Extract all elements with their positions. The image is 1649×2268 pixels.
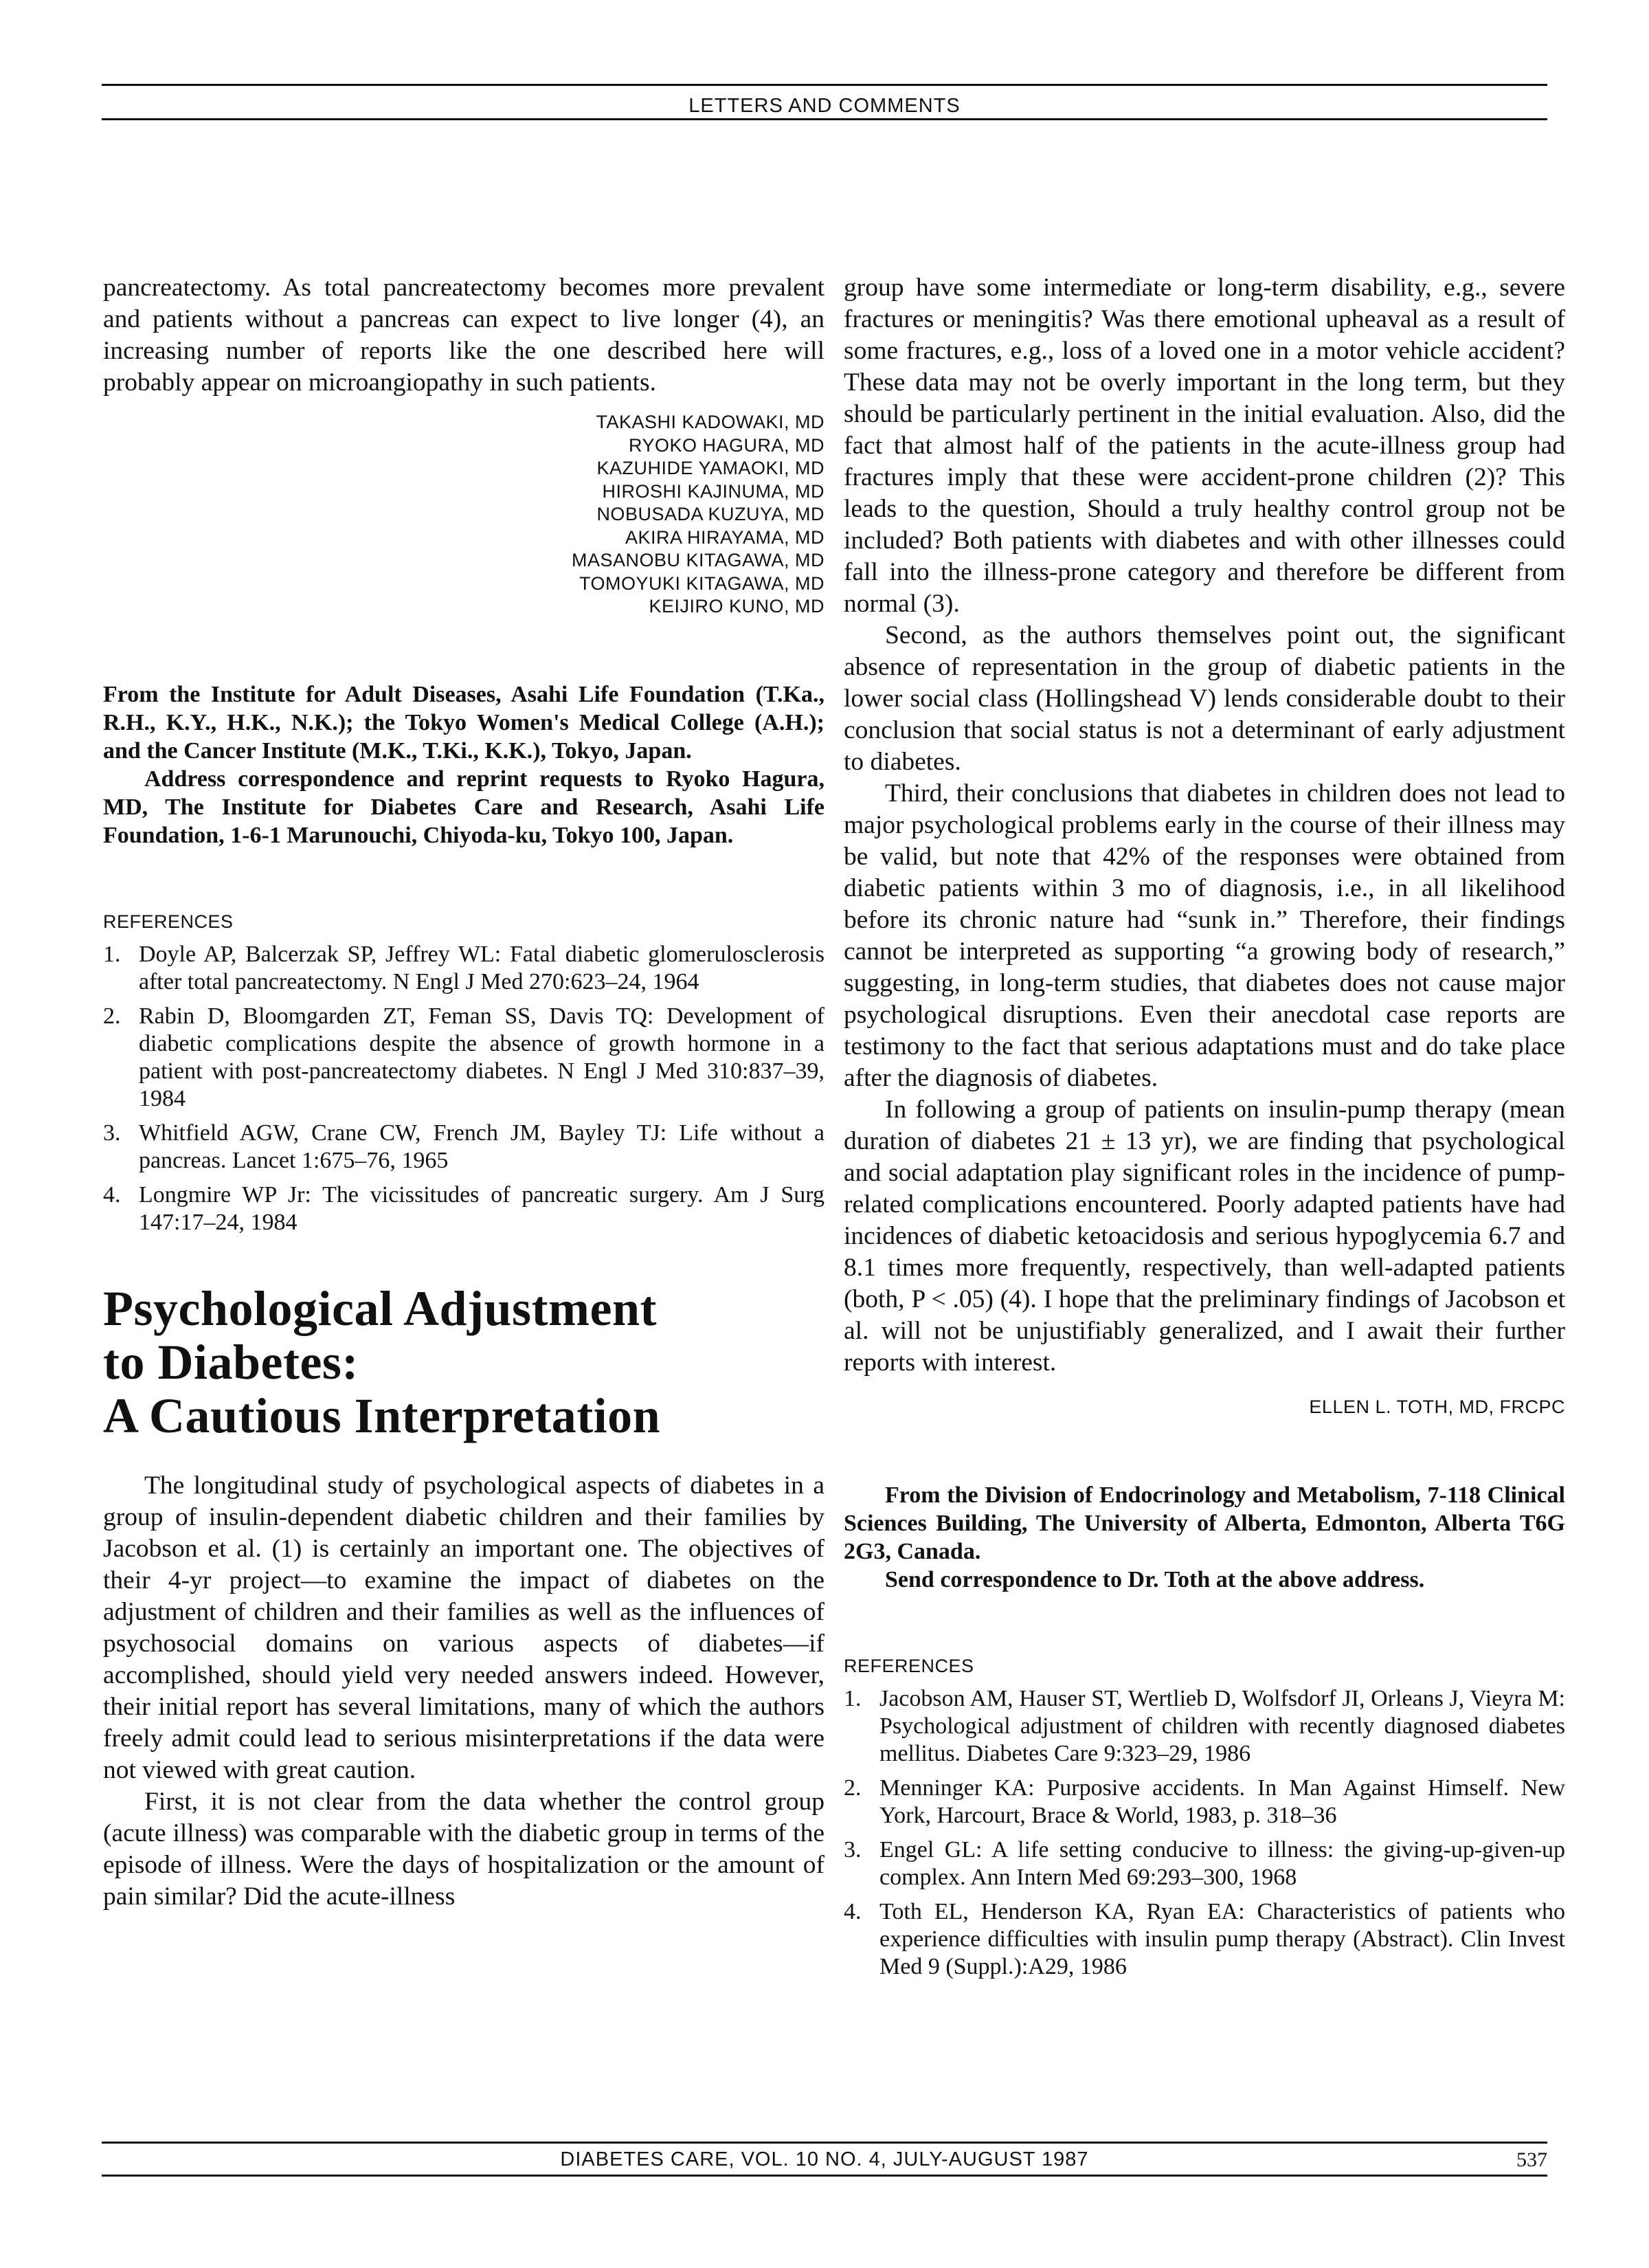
letter2-title — [103, 1282, 824, 1443]
reference-item: 4. Longmire WP Jr: The vicissitudes of pancreatic surgery. Am J Surg 147:17–24, 1984 — [103, 1181, 824, 1235]
letter1-affiliation: From the Institute for Adult Diseases, Asahi Life Foundation (T.Ka., R.H., K.Y., H.K., N.K.); the Tokyo Women's Medical College (A.H.); and the Cancer Institute (M.K., T.Ki., K.K.), Tokyo, Japan. — [103, 681, 824, 764]
letter1-references-list — [103, 941, 824, 1236]
title-line: to Diabetes: — [103, 1334, 359, 1390]
letter2-paragraph: The longitudinal study of psychological aspects of diabetes in a group of insulin-dependent diabetic children and their families by Jacobson et al. (1) is certainly an important one. The objectives of their 4-yr project—to examine the impact of diabetes on the adjustment of children and their families as well as the influences of psychosocial domains on various aspects of diabetes—if accomplished, should yield very needed answers indeed. However, their initial report has several limitations, many of which the authors freely admit could lead to serious misinterpretations if the data were not viewed with great caution. — [103, 1471, 824, 1784]
footer-bottom-rule — [102, 2175, 1547, 2177]
reference-item: 2. Menninger KA: Purposive accidents. In Man Against Himself. New York, Harcourt, Brace & World, 1983, p. 318–36 — [844, 1775, 1565, 1828]
reference-item: 1. Jacobson AM, Hauser ST, Wertlieb D, Wolfsdorf JI, Orleans J, Vieyra M: Psychological adjustment of children with recently diagnosed diabetes mellitus. Diabetes Care 9:323–29, 1986 — [844, 1686, 1565, 1766]
author-name: MASANOBU KITAGAWA, MD — [571, 550, 824, 570]
title-line: A Cautious Interpretation — [103, 1388, 661, 1443]
author-name: TAKASHI KADOWAKI, MD — [596, 412, 824, 432]
header-top-rule — [102, 84, 1547, 86]
right-column — [844, 272, 1565, 1988]
letter2-references-heading: REFERENCES — [844, 1656, 974, 1676]
author-name: AKIRA HIRAYAMA, MD — [625, 526, 824, 548]
letter2-paragraph: group have some intermediate or long-term disability, e.g., severe fractures or meningitis? Was there emotional upheaval as a result of some fractures, e.g., loss of a loved one in a motor vehicle accident? These data may not be overly important in the long term, but they should be particularly pertinent in the initial evaluation. Also, did the fact that almost half of the patients in the acute-illness group had fractures imply that these were accident-prone children (2)? This leads to the question, Should a truly healthy control group not be included? Both patients with diabetes and with other illnesses could fall into the illness-prone category and therefore be different from normal (3). — [844, 274, 1565, 618]
letter1-correspondence: Address correspondence and reprint requests to Ryoko Hagura, MD, The Institute for Diabetes Care and Research, Asahi Life Foundation, 1-6-1 Marunouchi, Chiyoda-ku, Tokyo 100, Japan. — [103, 766, 824, 848]
reference-item: 3. Whitfield AGW, Crane CW, French JM, Bayley TJ: Life without a pancreas. Lancet 1:675–76, 1965 — [103, 1120, 824, 1173]
letter1-affiliation-block — [103, 680, 824, 849]
author-name: KAZUHIDE YAMAOKI, MD — [596, 458, 824, 478]
letter1-closing-paragraph: pancreatectomy. As total pancreatectomy becomes more prevalent and patients without a pancreas can expect to live longer (4), an increasing number of reports like the one described here will probably appear on microangiopathy in such patients. — [103, 274, 824, 397]
letter1-author-list — [103, 411, 824, 619]
letter2-paragraph: In following a group of patients on insulin-pump therapy (mean duration of diabetes 21 ± 13 yr), we are finding that psychological and social adaptation play significant roles in the incidence of pump-related complications encountered. Poorly adapted patients have had incidences of diabetic ketoacidosis and serious hypoglycemia 6.7 and 8.1 times more frequently, respectively, than well-adapted patients (both, P < .05) (4). I hope that the preliminary findings of Jacobson et al. will not be unjustifiably generalized, and I await their further reports with interest. — [844, 1096, 1565, 1377]
letter2-references-list — [844, 1685, 1565, 1981]
author-name: HIROSHI KAJINUMA, MD — [602, 480, 824, 502]
author-name: KEIJIRO KUNO, MD — [649, 596, 824, 616]
title-line: Psychological Adjustment — [103, 1280, 658, 1336]
running-head: LETTERS AND COMMENTS — [688, 95, 961, 117]
reference-item: 4. Toth EL, Henderson KA, Ryan EA: Characteristics of patients who experience difficulties with insulin pump therapy (Abstract). Clin Invest Med 9 (Suppl.):A29, 1986 — [844, 1899, 1565, 1979]
letter2-paragraph: Second, as the authors themselves point out, the significant absence of representation in the group of diabetic patients in the lower social class (Hollingshead V) lends considerable doubt to their conclusion that social status is not a determinant of early adjustment to diabetes. — [844, 621, 1565, 776]
page-number: 537 — [1516, 2148, 1547, 2171]
letter2-paragraph: First, it is not clear from the data whether the control group (acute illness) was comparable with the diabetic group in terms of the episode of illness. Were the days of hospitalization or the amount of pain similar? Did the acute-illness — [103, 1787, 824, 1911]
letter1-references-heading: REFERENCES — [103, 911, 234, 932]
header-bottom-rule — [102, 118, 1547, 120]
reference-item: 2. Rabin D, Bloomgarden ZT, Feman SS, Davis TQ: Development of diabetic complications despite the absence of growth hormone in a patient with post-pancreatectomy diabetes. N Engl J Med 310:837–39, 1984 — [103, 1003, 824, 1111]
letter2-signature: ELLEN L. TOTH, MD, FRCPC — [1309, 1397, 1565, 1417]
reference-item: 3. Engel GL: A life setting conducive to illness: the giving-up-given-up complex. Ann Intern Med 69:293–300, 1968 — [844, 1837, 1565, 1890]
journal-footer: DIABETES CARE, VOL. 10 NO. 4, JULY-AUGUST 1987 — [560, 2148, 1089, 2170]
author-name: TOMOYUKI KITAGAWA, MD — [579, 572, 824, 594]
reference-item: 1. Doyle AP, Balcerzak SP, Jeffrey WL: Fatal diabetic glomerulosclerosis after total pancreatectomy. N Engl J Med 270:623–24, 1964 — [103, 941, 824, 994]
letter2-correspondence: Send correspondence to Dr. Toth at the above address. — [885, 1567, 1425, 1592]
footer-top-rule — [102, 2142, 1547, 2144]
left-column — [103, 272, 824, 1913]
letter2-affiliation-block — [844, 1481, 1565, 1594]
letter2-affiliation: From the Division of Endocrinology and Metabolism, 7-118 Clinical Sciences Building, The University of Alberta, Edmonton, Alberta T6G 2G3, Canada. — [844, 1482, 1565, 1564]
author-name: NOBUSADA KUZUYA, MD — [596, 504, 824, 524]
author-name: RYOKO HAGURA, MD — [628, 434, 824, 456]
letter2-paragraph: Third, their conclusions that diabetes in children does not lead to major psychological problems early in the course of their illness may be valid, but note that 42% of the responses were obtained from diabetic patients within 3 mo of diagnosis, i.e., in all likelihood before its chronic nature had “sunk in.” Therefore, their findings cannot be interpreted as supporting “a growing body of research,” suggesting, in long-term studies, that diabetes does not cause major psychological disruptions. Even their anecdotal case reports are testimony to the fact that serious adaptations must and do take place after the diagnosis of diabetes. — [844, 779, 1565, 1092]
